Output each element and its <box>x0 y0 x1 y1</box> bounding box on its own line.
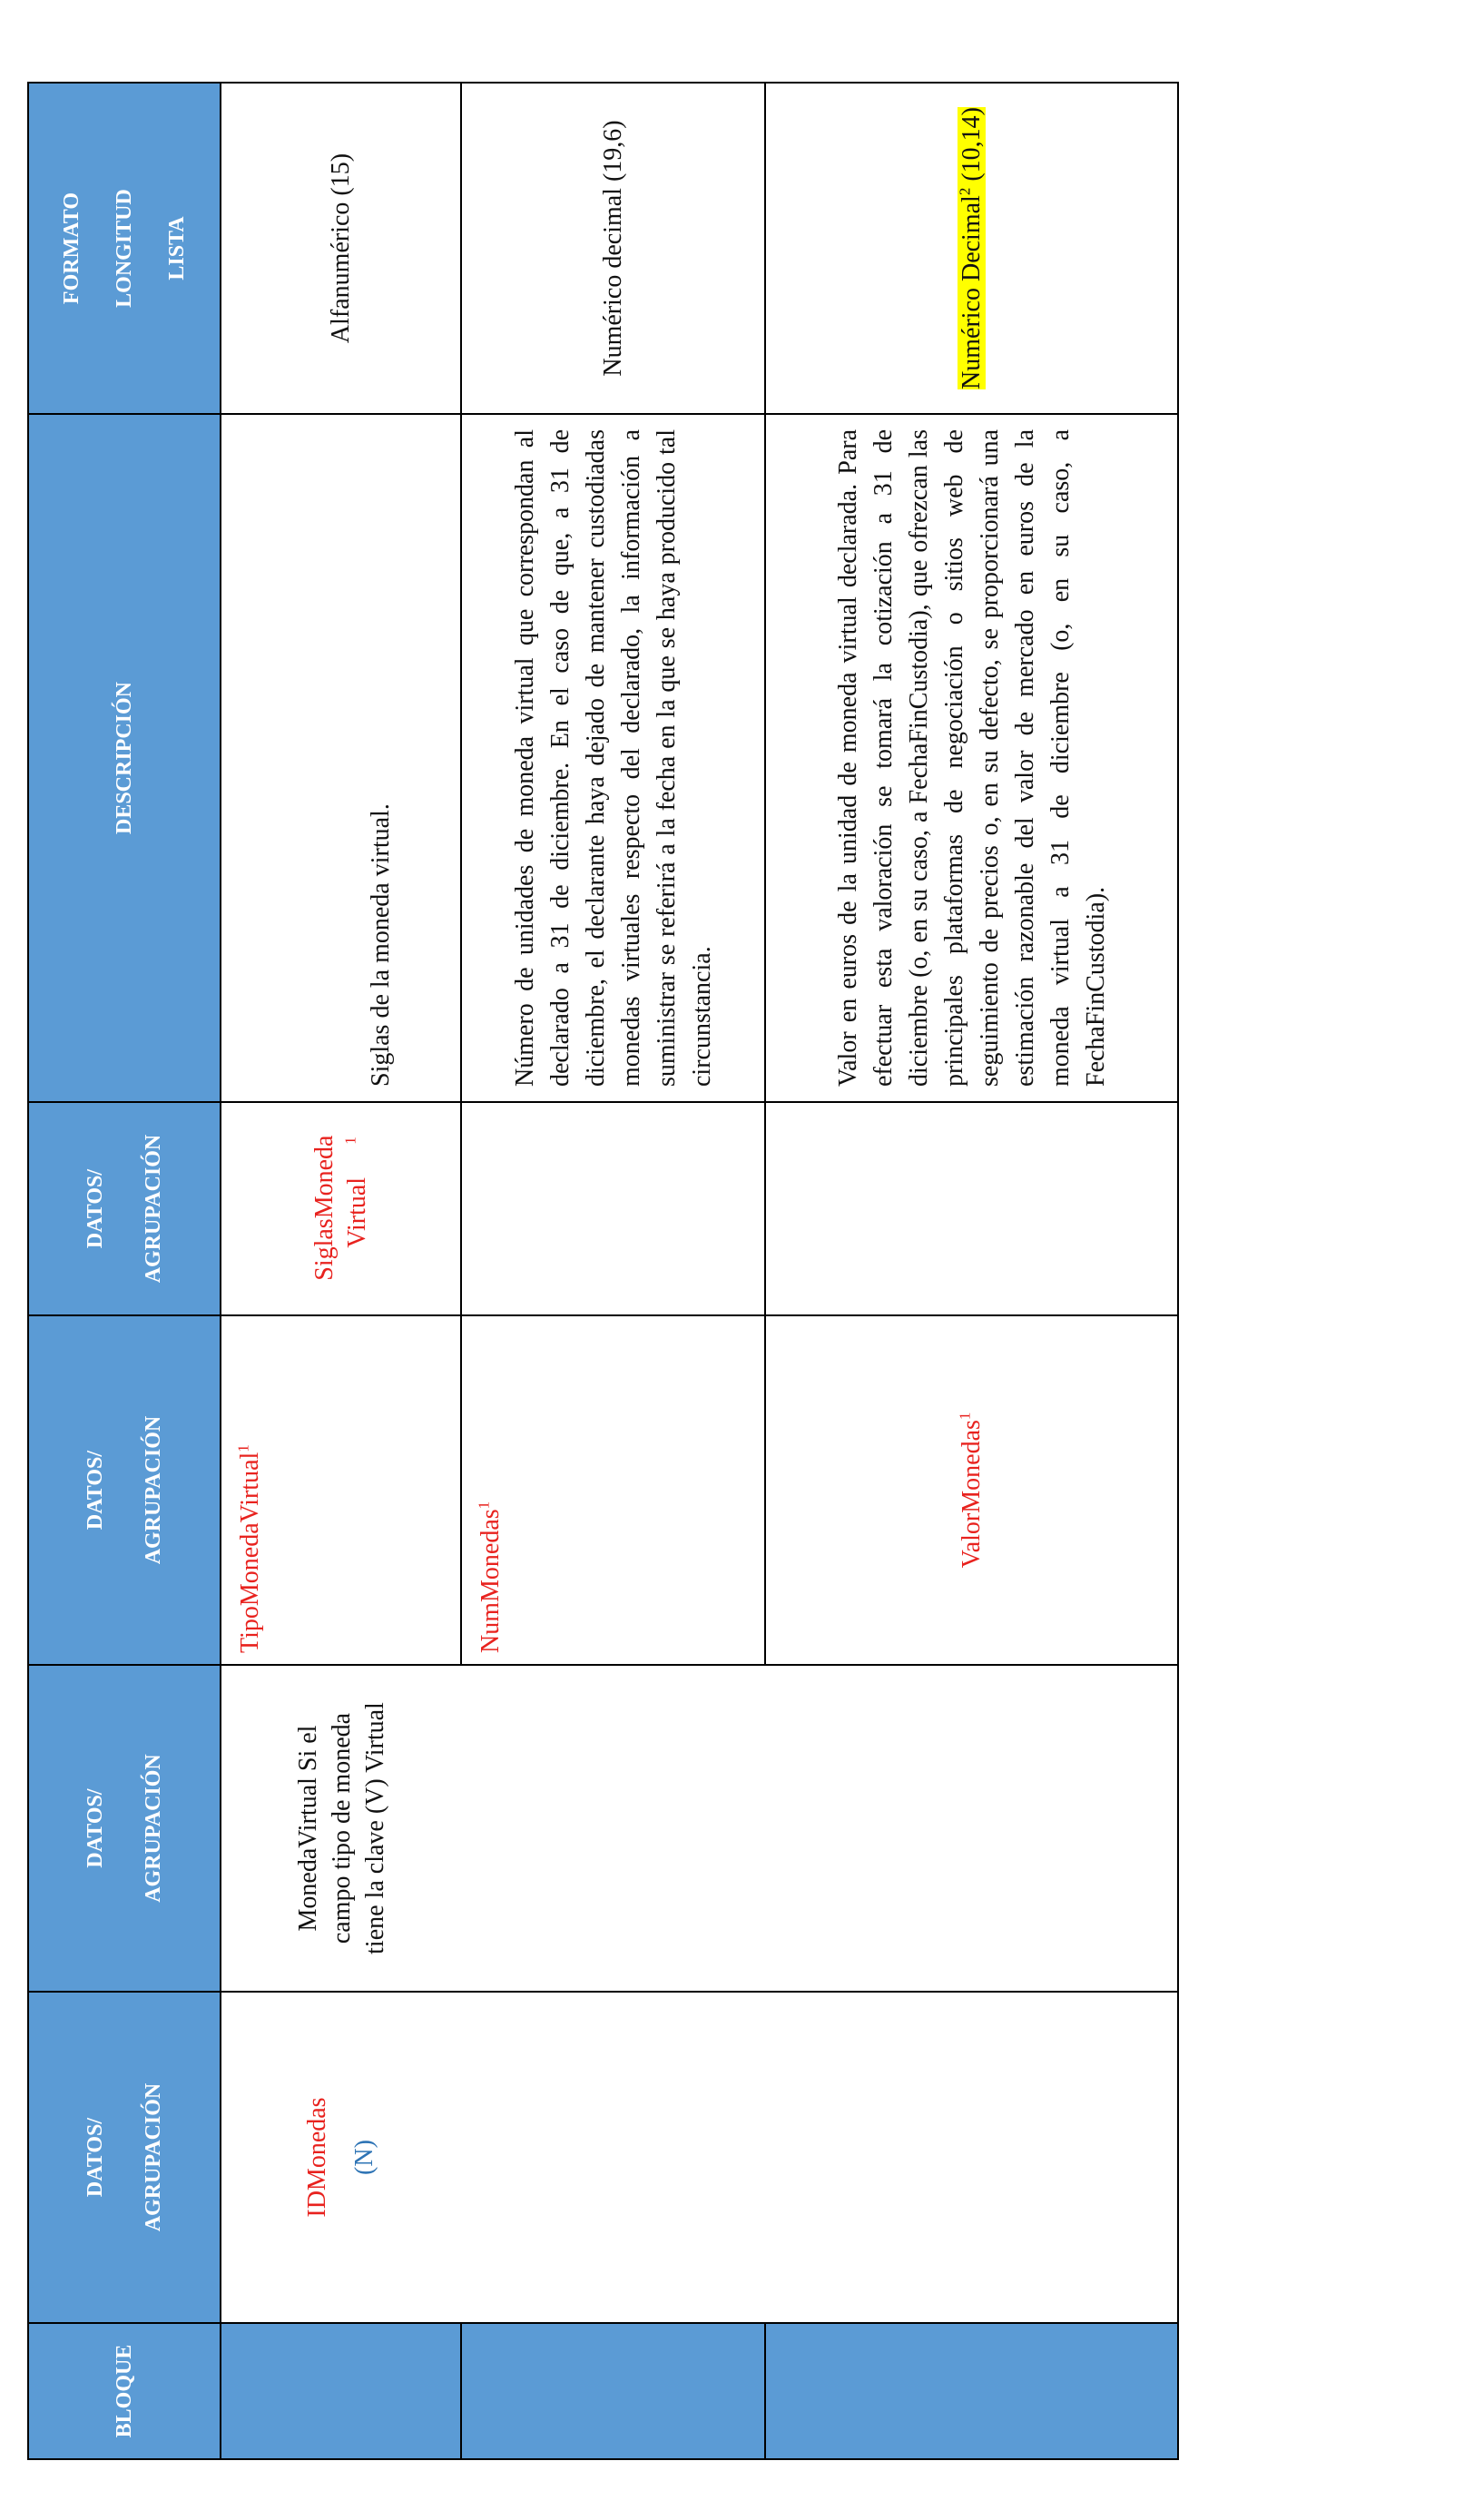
valormonedas-footnote: 1 <box>956 1412 974 1421</box>
siglas-field: SiglasMoneda Virtual <box>309 1135 371 1281</box>
siglas-cell-empty-2 <box>461 1102 765 1315</box>
header-datos-3 <box>28 1315 221 1665</box>
valormonedas-field: ValorMonedas <box>958 1420 986 1569</box>
header-formato-line1: FORMATO <box>60 192 83 305</box>
data-table <box>27 82 1179 2460</box>
header-descripcion-label: DESCRIPCIÓN <box>113 681 136 835</box>
header-datos-2 <box>28 1665 221 1992</box>
idmonedas-cell-empty-3 <box>765 1992 1178 2323</box>
header-datos-1 <box>28 1992 221 2323</box>
header-formato-line2: LONGITUD <box>113 189 136 308</box>
header-datos-3-line1: DATOS/ <box>83 1450 107 1531</box>
header-bloque-label: BLOQUE <box>113 2344 136 2438</box>
nummonedas-footnote: 1 <box>475 1501 493 1510</box>
header-datos-4-line2: AGRUPACIÓN <box>142 1134 165 1284</box>
formato-text-2: Numérico decimal (19,6) <box>599 120 627 377</box>
descripcion-cell-2 <box>461 414 765 1102</box>
header-datos-1-line1: DATOS/ <box>83 2117 107 2198</box>
header-datos-2-line1: DATOS/ <box>83 1788 107 1868</box>
table-row <box>461 83 765 2459</box>
header-datos-1-line2: AGRUPACIÓN <box>142 2082 165 2232</box>
valormonedas-cell <box>765 1315 1178 1665</box>
nummonedas-field: NumMonedas <box>476 1509 505 1653</box>
header-datos-3-line2: AGRUPACIÓN <box>142 1415 165 1565</box>
table-row <box>765 83 1178 2459</box>
monedavirtual-cell-empty <box>461 1665 765 1992</box>
table-row <box>221 83 461 2459</box>
siglas-footnote: 1 <box>341 1137 359 1145</box>
formato-3-suffix: (10,14) <box>958 107 986 188</box>
formato-text-1: Alfanumérico (15) <box>327 153 355 344</box>
formato-3-prefix: Numérico Decimal <box>958 195 986 389</box>
monedavirtual-cell-empty-3 <box>765 1665 1178 1992</box>
idmonedas-cell-empty <box>461 1992 765 2323</box>
siglas-cell <box>221 1102 461 1315</box>
header-row <box>28 83 221 2459</box>
header-datos-4-line1: DATOS/ <box>83 1168 107 1249</box>
formato-3-footnote: 2 <box>956 187 974 196</box>
nummonedas-cell <box>461 1315 765 1665</box>
bloque-cell <box>765 2323 1178 2459</box>
rotated-table-page <box>27 84 1179 2460</box>
bloque-cell <box>221 2323 461 2459</box>
monedavirtual-cell <box>221 1665 461 1992</box>
header-formato <box>28 83 221 414</box>
descripcion-cell-3 <box>765 414 1178 1102</box>
header-datos-2-line2: AGRUPACIÓN <box>142 1754 165 1903</box>
header-descripcion <box>28 414 221 1102</box>
header-bloque <box>28 2323 221 2459</box>
header-datos-4 <box>28 1102 221 1315</box>
formato-text-3 <box>958 107 986 389</box>
formato-cell-3 <box>765 83 1178 414</box>
idmonedas-tag: (N) <box>350 2140 378 2175</box>
descripcion-text-1: Siglas de la moneda virtual. <box>367 803 395 1087</box>
tipomoneda-footnote: 1 <box>234 1444 252 1452</box>
descripcion-text-2: Número de unidades de moneda virtual que correspondan al declarado a 31 de diciembre. En el caso de que, a 31 de diciembre, el declarante haya dejado de mantener custodiadas monedas virtuales respecto del declarado, la información a suministrar se referirá a la fecha en la que se haya producido tal circunstancia. <box>510 429 716 1087</box>
formato-cell-1 <box>221 83 461 414</box>
header-formato-line3: LISTA <box>165 216 189 281</box>
descripcion-cell-1 <box>221 414 461 1102</box>
idmonedas-field: IDMonedas <box>303 2097 331 2218</box>
tipomoneda-field: TipoMonedaVirtual <box>236 1452 264 1653</box>
siglas-cell-empty-3 <box>765 1102 1178 1315</box>
idmonedas-cell <box>221 1992 461 2323</box>
tipomoneda-cell <box>221 1315 461 1665</box>
descripcion-text-3: Valor en euros de la unidad de moneda virtual declarada. Para efectuar esta valoración se tomará la cotización a 31 de diciembre (o, en su caso, a FechaFinCustodia), que ofrezcan las principales plataformas de negociación o sitios web de seguimiento de precios o, en su defecto, se proporcionará una estimación razonable del valor de mercado en euros de la moneda virtual a 31 de diciembre (o, en su caso, a FechaFinCustodia). <box>833 429 1110 1087</box>
monedavirtual-text: MonedaVirtual Si el campo tipo de moneda tiene la clave (V) Virtual <box>293 1702 389 1954</box>
formato-cell-2 <box>461 83 765 414</box>
bloque-cell <box>461 2323 765 2459</box>
